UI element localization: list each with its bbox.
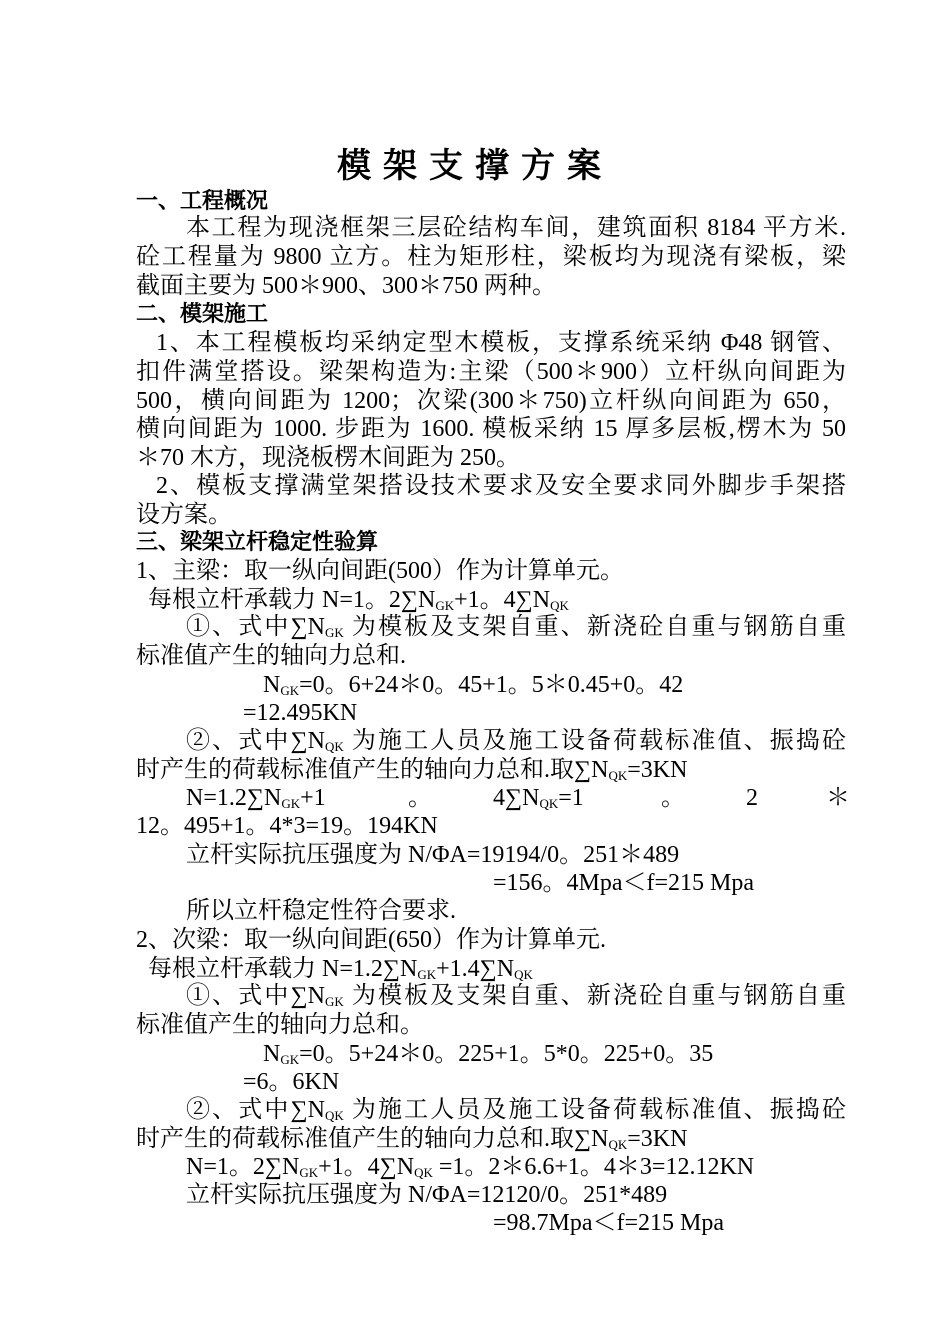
formula-line bbox=[186, 784, 326, 812]
paragraph-line bbox=[136, 756, 687, 784]
calc-intro-main-beam: 1、主梁：取一纵向间距(500）作为计算单元。 bbox=[136, 558, 624, 584]
conclusion-line: 所以立杆稳定性符合要求. bbox=[186, 898, 456, 924]
formula-token: ＊ bbox=[826, 785, 850, 811]
text: 为施工人员及施工设备荷载标准值、振捣砼 bbox=[343, 728, 847, 754]
text: 2、模板支撑满堂架搭设技术要求及安全要求同外脚步手架搭 bbox=[156, 473, 846, 499]
document-title: 模架支撑方案 bbox=[337, 146, 613, 186]
section-heading-formwork: 二、模架施工 bbox=[136, 302, 269, 327]
paragraph-line: 截面主要为 500＊900、300＊750 两种。 bbox=[136, 273, 556, 299]
subscript: GK bbox=[435, 598, 455, 613]
text: =1。2＊6.6+1。4＊3=12.12KN bbox=[432, 1154, 755, 1180]
text: N=1.2∑N bbox=[186, 785, 282, 811]
section-heading-stability: 三、梁架立杆稳定性验算 bbox=[136, 530, 379, 555]
paragraph-line: 标准值产生的轴向力总和。 bbox=[136, 1012, 424, 1038]
text: ②、式中∑N bbox=[186, 1097, 325, 1123]
formula-result: =12.495KN bbox=[243, 700, 358, 726]
paragraph-line bbox=[136, 1125, 687, 1153]
formula-line bbox=[148, 955, 533, 983]
paragraph-line: ＊70 木方，现浇板楞木间距为 250。 bbox=[136, 445, 520, 471]
formula-separator: 。 bbox=[408, 785, 432, 811]
paragraph-line bbox=[136, 613, 846, 641]
text: 本工程为现浇框架三层砼结构车间，建筑面积 8184 平方米. bbox=[186, 215, 846, 241]
subscript: GK bbox=[324, 994, 344, 1009]
text: 时产生的荷载标准值产生的轴向力总和.取∑N bbox=[136, 757, 609, 783]
subscript: QK bbox=[324, 1108, 344, 1123]
text: 为模板及支架自重、新浇砼自重与钢筋自重 bbox=[343, 614, 847, 640]
text: ②、式中∑N bbox=[186, 728, 325, 754]
subscript: QK bbox=[608, 768, 628, 783]
text: 4∑N bbox=[493, 785, 540, 811]
subscript: GK bbox=[280, 1052, 300, 1067]
paragraph-line: 设方案。 bbox=[136, 502, 232, 528]
text: 每根立杆承载力 N=1。2∑N bbox=[148, 587, 436, 613]
paragraph-line: 500，横向间距为 1200；次梁(300＊750)立杆纵向间距为 650， bbox=[136, 388, 846, 414]
text: N bbox=[263, 672, 281, 698]
paragraph-line bbox=[136, 214, 846, 242]
paragraph-line bbox=[136, 1096, 846, 1124]
text: 为模板及支架自重、新浇砼自重与钢筋自重 bbox=[343, 983, 847, 1009]
paragraph-line: 扣件满堂搭设。梁架构造为:主梁（500＊900）立杆纵向间距为 bbox=[136, 359, 846, 385]
formula-line: 立杆实际抗压强度为 N/ΦA=19194/0。251＊489 bbox=[186, 842, 680, 868]
text: +1 bbox=[300, 785, 326, 811]
text: +1。4∑N bbox=[318, 1154, 415, 1180]
paragraph-line: 标准值产生的轴向力总和. bbox=[136, 643, 406, 669]
paragraph-line bbox=[136, 472, 846, 500]
subscript: QK bbox=[539, 796, 559, 811]
text: +1.4∑N bbox=[436, 956, 515, 982]
calc-intro-secondary-beam: 2、次梁：取一纵向间距(650）作为计算单元. bbox=[136, 927, 606, 953]
text: ①、式中∑N bbox=[186, 614, 325, 640]
subscript: QK bbox=[608, 1137, 628, 1152]
text: 每根立杆承载力 N=1.2∑N bbox=[148, 956, 418, 982]
formula-line: 12。495+1。4*3=19。194KN bbox=[136, 813, 438, 839]
subscript: QK bbox=[514, 967, 533, 982]
section-heading-overview: 一、工程概况 bbox=[136, 189, 269, 214]
text: =3KN bbox=[627, 1126, 688, 1152]
paragraph-line bbox=[136, 727, 846, 755]
formula-line bbox=[186, 1153, 754, 1181]
subscript: GK bbox=[417, 967, 437, 982]
formula-line bbox=[263, 1040, 713, 1068]
formula-token: 2 bbox=[746, 785, 758, 811]
text: +1。4∑N bbox=[454, 587, 551, 613]
paragraph-line bbox=[136, 982, 846, 1010]
subscript: QK bbox=[324, 739, 344, 754]
subscript: GK bbox=[280, 683, 300, 698]
text: =1 bbox=[558, 785, 584, 811]
text: =3KN bbox=[627, 757, 688, 783]
formula-line: 立杆实际抗压强度为 N/ΦA=12120/0。251*489 bbox=[186, 1182, 668, 1208]
formula-result: =98.7Mpa＜f=215 Mpa bbox=[493, 1210, 725, 1236]
text: 1、本工程模板均采纳定型木模板，支撑系统采纳 Φ48 钢管、 bbox=[156, 330, 846, 356]
formula-line bbox=[263, 671, 683, 699]
text: =0。6+24＊0。45+1。5＊0.45+0。42 bbox=[299, 672, 684, 698]
formula-line bbox=[148, 586, 569, 614]
subscript: GK bbox=[324, 625, 344, 640]
formula-separator: 。 bbox=[661, 785, 685, 811]
subscript: QK bbox=[414, 1165, 433, 1180]
paragraph-line bbox=[136, 329, 846, 357]
subscript: GK bbox=[281, 796, 301, 811]
subscript: QK bbox=[550, 598, 569, 613]
text: ①、式中∑N bbox=[186, 983, 325, 1009]
paragraph-line: 砼工程量为 9800 立方。柱为矩形柱，梁板均为现浇有梁板，梁 bbox=[136, 244, 846, 270]
formula-result: =6。6KN bbox=[243, 1069, 340, 1095]
text: =0。5+24＊0。225+1。5*0。225+0。35 bbox=[299, 1041, 714, 1067]
text: 为施工人员及施工设备荷载标准值、振捣砼 bbox=[343, 1097, 847, 1123]
text: N bbox=[263, 1041, 281, 1067]
subscript: GK bbox=[299, 1165, 319, 1180]
formula-line bbox=[493, 784, 584, 812]
paragraph-line: 横向间距为 1000. 步距为 1600. 模板采纳 15 厚多层板,楞木为 50 bbox=[136, 416, 846, 442]
text: 时产生的荷载标准值产生的轴向力总和.取∑N bbox=[136, 1126, 609, 1152]
text: N=1。2∑N bbox=[186, 1154, 300, 1180]
formula-result: =156。4Mpa＜f=215 Mpa bbox=[493, 870, 755, 896]
